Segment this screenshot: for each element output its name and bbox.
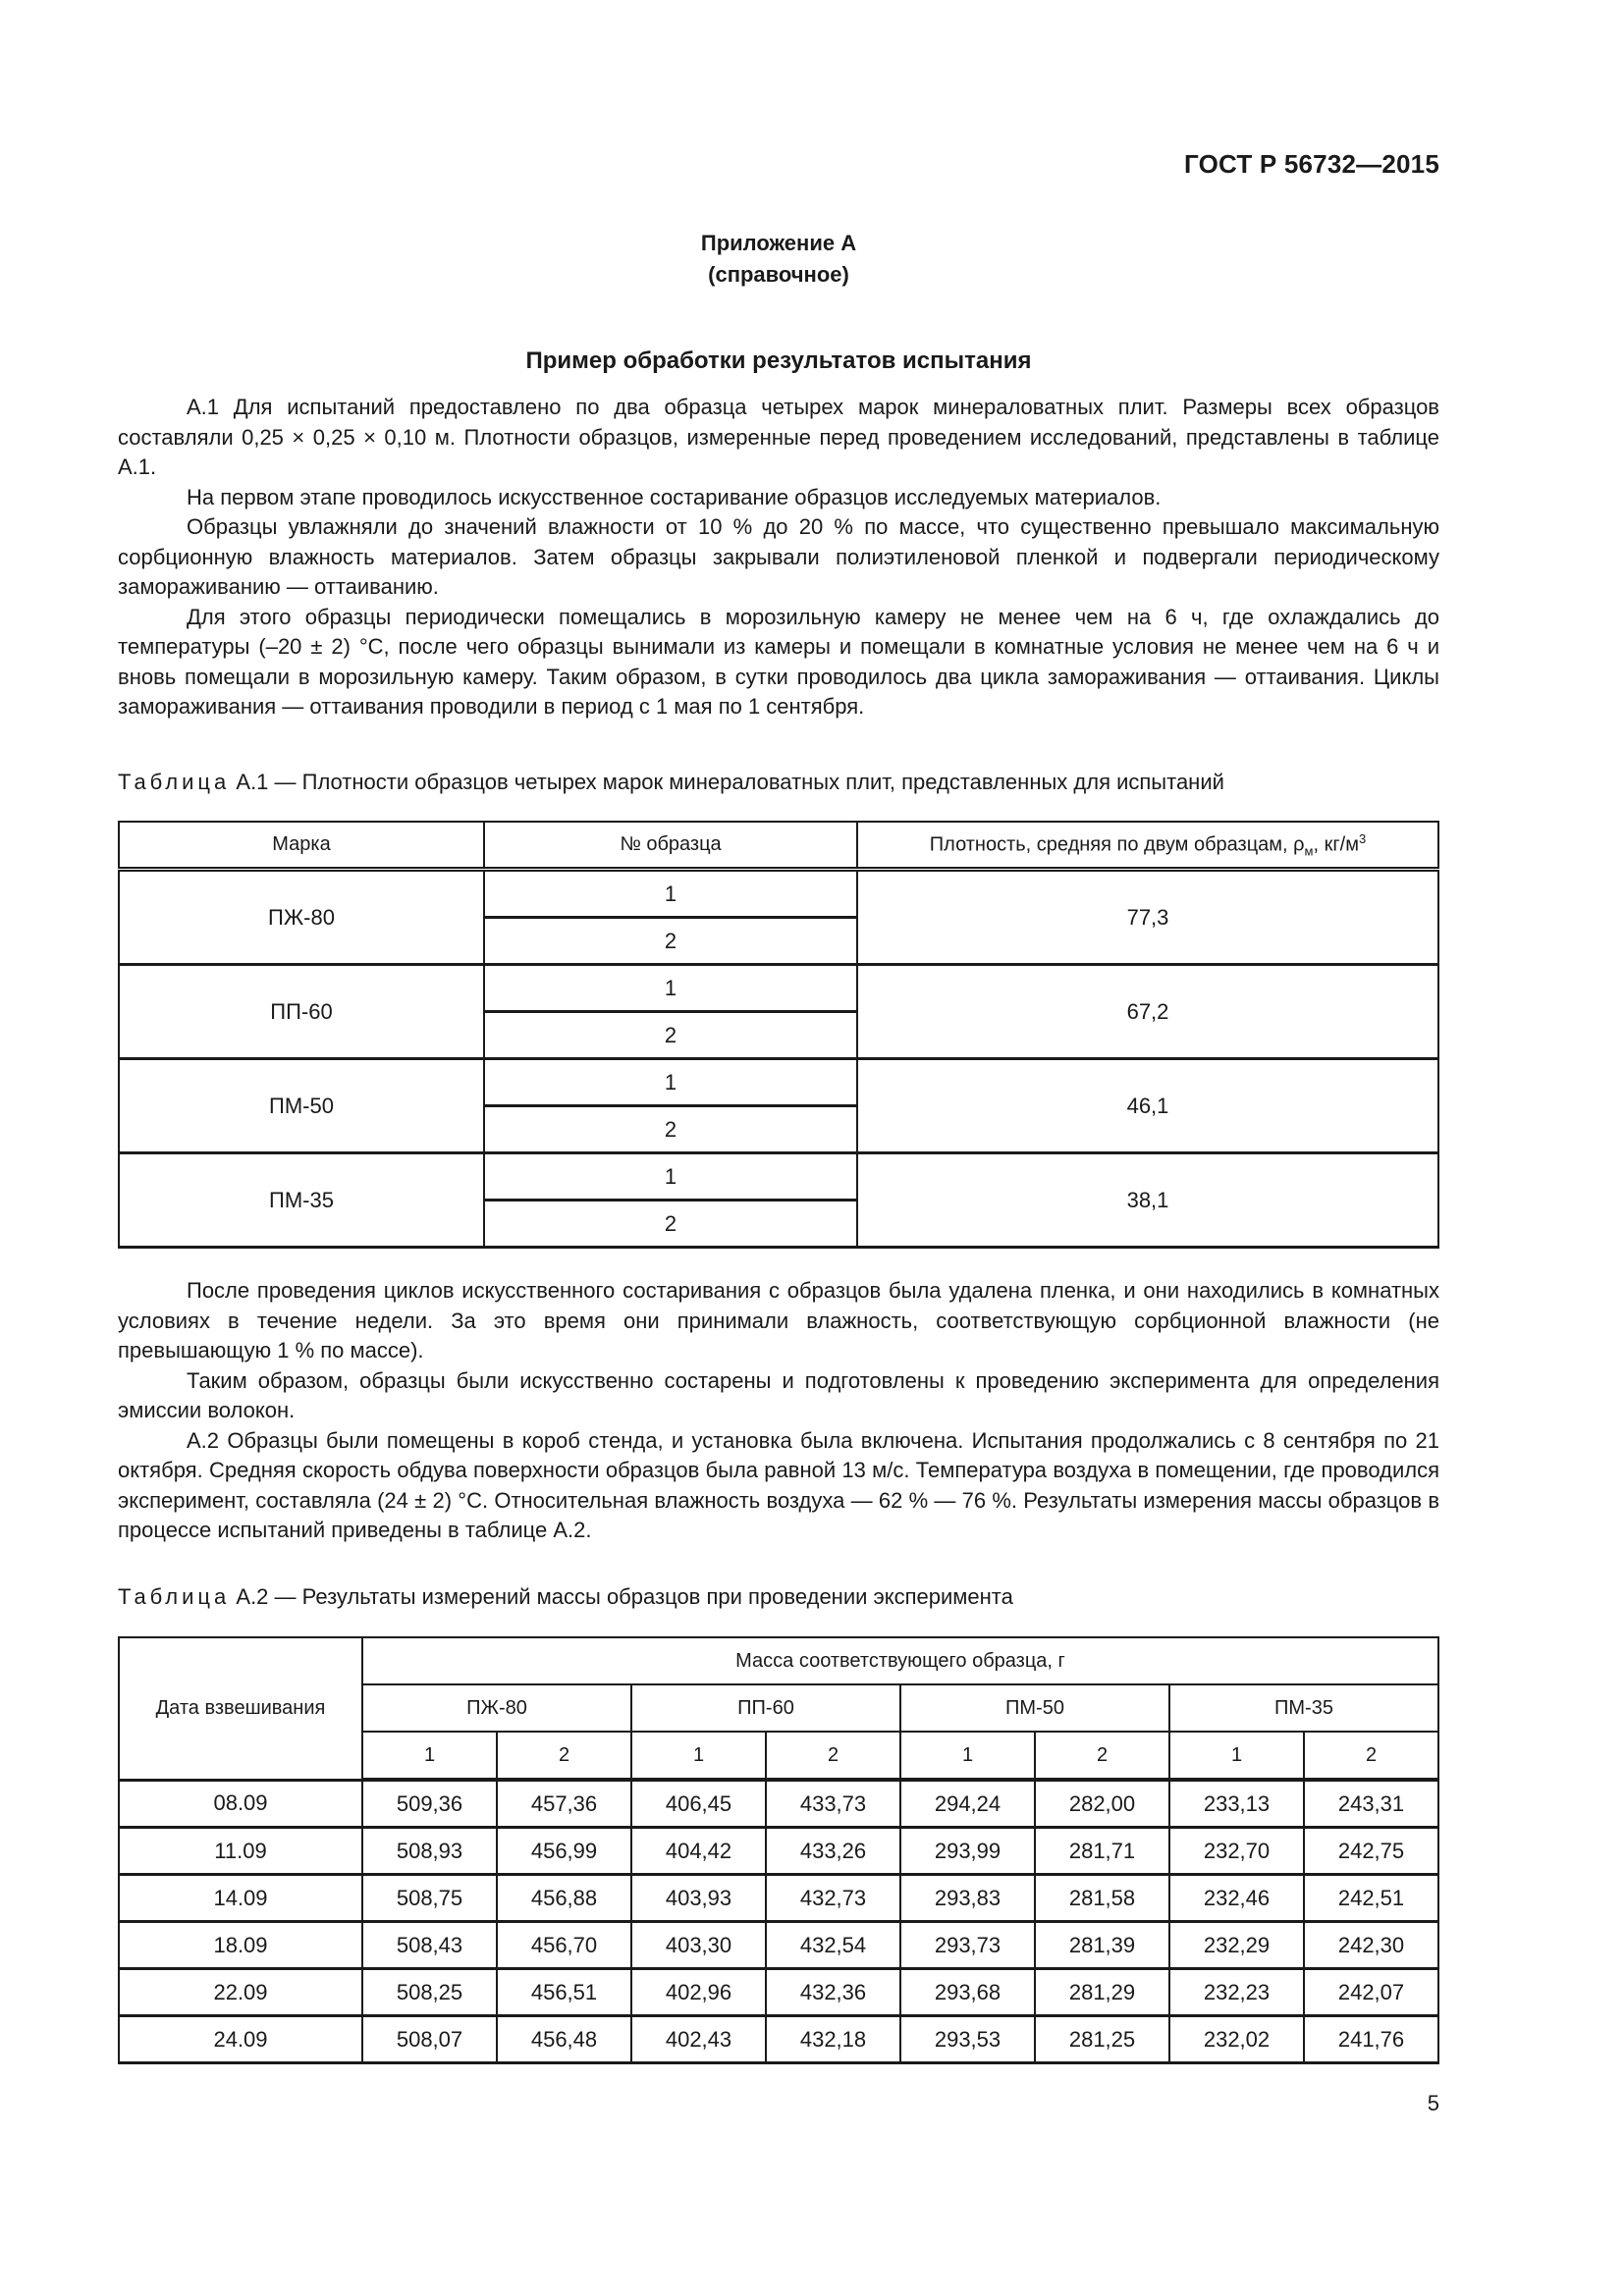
mass-cell: 508,43 xyxy=(362,1922,497,1969)
table-row xyxy=(119,1059,1438,1106)
date-cell: 18.09 xyxy=(119,1922,362,1969)
mass-cell: 432,73 xyxy=(766,1875,900,1922)
header-sample: 1 xyxy=(900,1732,1035,1780)
table1-caption xyxy=(118,770,1439,795)
document-id: ГОСТ Р 56732—2015 xyxy=(1184,149,1439,179)
header-sample: 2 xyxy=(1035,1732,1169,1780)
section-title: Пример обработки результатов испытания xyxy=(525,347,1032,374)
header-sample: 1 xyxy=(631,1732,766,1780)
mass-cell: 432,36 xyxy=(766,1969,900,2016)
mass-cell: 433,26 xyxy=(766,1828,900,1875)
table2-caption-label: Таблица xyxy=(118,1584,231,1609)
mass-cell: 281,29 xyxy=(1035,1969,1169,2016)
mass-cell: 509,36 xyxy=(362,1780,497,1828)
mass-cell: 293,68 xyxy=(900,1969,1035,2016)
mass-cell: 293,73 xyxy=(900,1922,1035,1969)
header-grade: Марка xyxy=(119,822,484,870)
grade-cell: ПП-60 xyxy=(119,965,484,1059)
table2-caption xyxy=(118,1584,1439,1610)
date-cell: 08.09 xyxy=(119,1780,362,1828)
mass-cell: 432,54 xyxy=(766,1922,900,1969)
density-cell: 46,1 xyxy=(857,1059,1438,1153)
date-cell: 22.09 xyxy=(119,1969,362,2016)
mass-cell: 242,75 xyxy=(1304,1828,1438,1875)
date-cell: 24.09 xyxy=(119,2016,362,2063)
header-grade: ПЖ-80 xyxy=(362,1684,631,1732)
paragraph: Для этого образцы периодически помещались в морозильную камеру не менее чем на 6 ч, где охлаждались до температуры (–20 ± 2) °С, после чего образцы вынимали из камеры и помещали в комнатные условия не менее чем на 6 ч и вновь помещали в морозильную камеру. Таким образом, в сутки проводилось два цикла замораживания — оттаивания. Циклы замораживания — оттаивания проводили в период с 1 мая по 1 сентября. xyxy=(118,604,1439,719)
sample-cell: 1 xyxy=(484,965,857,1012)
grade-cell: ПМ-35 xyxy=(119,1153,484,1248)
mass-cell: 243,31 xyxy=(1304,1780,1438,1828)
mass-cell: 294,24 xyxy=(900,1780,1035,1828)
header-sample: 1 xyxy=(362,1732,497,1780)
page-number: 5 xyxy=(1427,2091,1439,2115)
date-cell: 11.09 xyxy=(119,1828,362,1875)
header-date: Дата взвешивания xyxy=(119,1637,362,1780)
mass-cell: 232,29 xyxy=(1169,1922,1304,1969)
sample-cell: 2 xyxy=(484,1201,857,1248)
mass-cell: 406,45 xyxy=(631,1780,766,1828)
header-density: Плотность, средняя по двум образцам, $\rho_м$, $кг/м^3$ xyxy=(857,822,1438,870)
mass-cell: 233,13 xyxy=(1169,1780,1304,1828)
mass-cell: 508,75 xyxy=(362,1875,497,1922)
mass-cell: 293,99 xyxy=(900,1828,1035,1875)
mass-cell: 282,00 xyxy=(1035,1780,1169,1828)
header-sample: 2 xyxy=(1304,1732,1438,1780)
sample-cell: 1 xyxy=(484,1059,857,1106)
date-cell: 14.09 xyxy=(119,1875,362,1922)
mass-cell: 242,51 xyxy=(1304,1875,1438,1922)
header-grade: ПМ-35 xyxy=(1169,1684,1438,1732)
table1-caption-label: Таблица xyxy=(118,770,231,794)
mass-cell: 402,96 xyxy=(631,1969,766,2016)
density-cell: 67,2 xyxy=(857,965,1438,1059)
sample-cell: 2 xyxy=(484,918,857,965)
mass-cell: 281,71 xyxy=(1035,1828,1169,1875)
table-a2-mass-measurements xyxy=(118,1636,1439,2064)
paragraph: А.1 Для испытаний предоставлено по два образца четырех марок минераловатных плит. Размеры всех образцов составляли 0,25 × 0,25 × 0,10 м. Плотности образцов, измеренные перед проведением исследований, представлены в таблице А.1. xyxy=(118,395,1439,479)
mass-cell: 508,25 xyxy=(362,1969,497,2016)
paragraph: Таким образом, образцы были искусственно состарены и подготовлены к проведению эксперимента для определения эмиссии волокон. xyxy=(118,1367,1439,1422)
table-row xyxy=(119,870,1438,918)
mass-cell: 293,53 xyxy=(900,2016,1035,2063)
mass-cell: 293,83 xyxy=(900,1875,1035,1922)
paragraph: После проведения циклов искусственного состаривания с образцов была удалена пленка, и они находились в комнатных условиях в течение недели. За это время они принимали влажность, соответствующую сорбционной влажности (не превышающую 1 % по массе). xyxy=(118,1278,1439,1362)
mass-cell: 242,07 xyxy=(1304,1969,1438,2016)
header-sample: 1 xyxy=(1169,1732,1304,1780)
table-header-row xyxy=(119,822,1438,870)
mass-cell: 457,36 xyxy=(497,1780,631,1828)
paragraph: А.2 Образцы были помещены в короб стенда, и установка была включена. Испытания продолжались с 8 сентября по 21 октября. Средняя скорость обдува поверхности образцов была равной 13 м/с. Температура воздуха в помещении, где проводился эксперимент, составляла (24 ± 2) °С. Относительная влажность воздуха — 62 % — 76 %. Результаты измерения массы образцов в процессе испытаний приведены в таблице А.2. xyxy=(118,1427,1439,1542)
mass-cell: 402,43 xyxy=(631,2016,766,2063)
mass-cell: 456,88 xyxy=(497,1875,631,1922)
mass-cell: 241,76 xyxy=(1304,2016,1438,2063)
table-header-row xyxy=(119,1637,1438,1684)
table-row xyxy=(119,1828,1438,1875)
table2-caption-text: А.2 — Результаты измерений массы образцов при проведении эксперимента xyxy=(236,1584,1013,1609)
mass-cell: 508,07 xyxy=(362,2016,497,2063)
density-cell: 38,1 xyxy=(857,1153,1438,1248)
table-a1-densities xyxy=(118,821,1439,1249)
mass-cell: 232,70 xyxy=(1169,1828,1304,1875)
header-sample: 2 xyxy=(497,1732,631,1780)
mass-cell: 432,18 xyxy=(766,2016,900,2063)
table-body xyxy=(119,1780,1438,2063)
header-sample: 2 xyxy=(766,1732,900,1780)
mass-cell: 242,30 xyxy=(1304,1922,1438,1969)
mass-cell: 281,39 xyxy=(1035,1922,1169,1969)
sample-cell: 1 xyxy=(484,870,857,918)
sample-cell: 1 xyxy=(484,1153,857,1201)
mass-cell: 433,73 xyxy=(766,1780,900,1828)
mass-cell: 403,93 xyxy=(631,1875,766,1922)
mass-cell: 232,46 xyxy=(1169,1875,1304,1922)
intro-paragraphs xyxy=(118,393,1439,722)
mass-cell: 456,99 xyxy=(497,1828,631,1875)
table-row xyxy=(119,1780,1438,1828)
paragraph: Образцы увлажняли до значений влажности от 10 % до 20 % по массе, что существенно превышало максимальную сорбционную влажность материалов. Затем образцы закрывали полиэтиленовой пленкой и подвергали периодическому замораживанию — оттаиванию. xyxy=(118,514,1439,599)
header-grade: ПП-60 xyxy=(631,1684,900,1732)
mass-cell: 404,42 xyxy=(631,1828,766,1875)
table-row xyxy=(119,1875,1438,1922)
sample-cell: 2 xyxy=(484,1106,857,1153)
mass-cell: 403,30 xyxy=(631,1922,766,1969)
mass-cell: 456,51 xyxy=(497,1969,631,2016)
mass-cell: 281,58 xyxy=(1035,1875,1169,1922)
density-cell: 77,3 xyxy=(857,870,1438,965)
table-row xyxy=(119,1922,1438,1969)
header-grade: ПМ-50 xyxy=(900,1684,1169,1732)
header-mass: Масса соответствующего образца, г xyxy=(362,1637,1438,1684)
appendix-title: Приложение А xyxy=(700,231,857,255)
table-row xyxy=(119,1153,1438,1201)
paragraph: На первом этапе проводилось искусственное состаривание образцов исследуемых материалов. xyxy=(187,484,1162,509)
appendix-subtitle: (справочное) xyxy=(708,262,849,287)
sample-cell: 2 xyxy=(484,1012,857,1059)
mass-cell: 508,93 xyxy=(362,1828,497,1875)
table-row xyxy=(119,965,1438,1012)
mass-cell: 456,70 xyxy=(497,1922,631,1969)
mass-cell: 456,48 xyxy=(497,2016,631,2063)
mass-cell: 232,23 xyxy=(1169,1969,1304,2016)
table-row xyxy=(119,1969,1438,2016)
header-sample-no: № образца xyxy=(484,822,857,870)
table1-caption-text: А.1 — Плотности образцов четырех марок минераловатных плит, представленных для испытаний xyxy=(236,770,1224,794)
mass-cell: 232,02 xyxy=(1169,2016,1304,2063)
mass-cell: 281,25 xyxy=(1035,2016,1169,2063)
aging-paragraphs xyxy=(118,1276,1439,1546)
appendix-heading xyxy=(118,228,1439,291)
grade-cell: ПМ-50 xyxy=(119,1059,484,1153)
table-row xyxy=(119,2016,1438,2063)
grade-cell: ПЖ-80 xyxy=(119,870,484,965)
